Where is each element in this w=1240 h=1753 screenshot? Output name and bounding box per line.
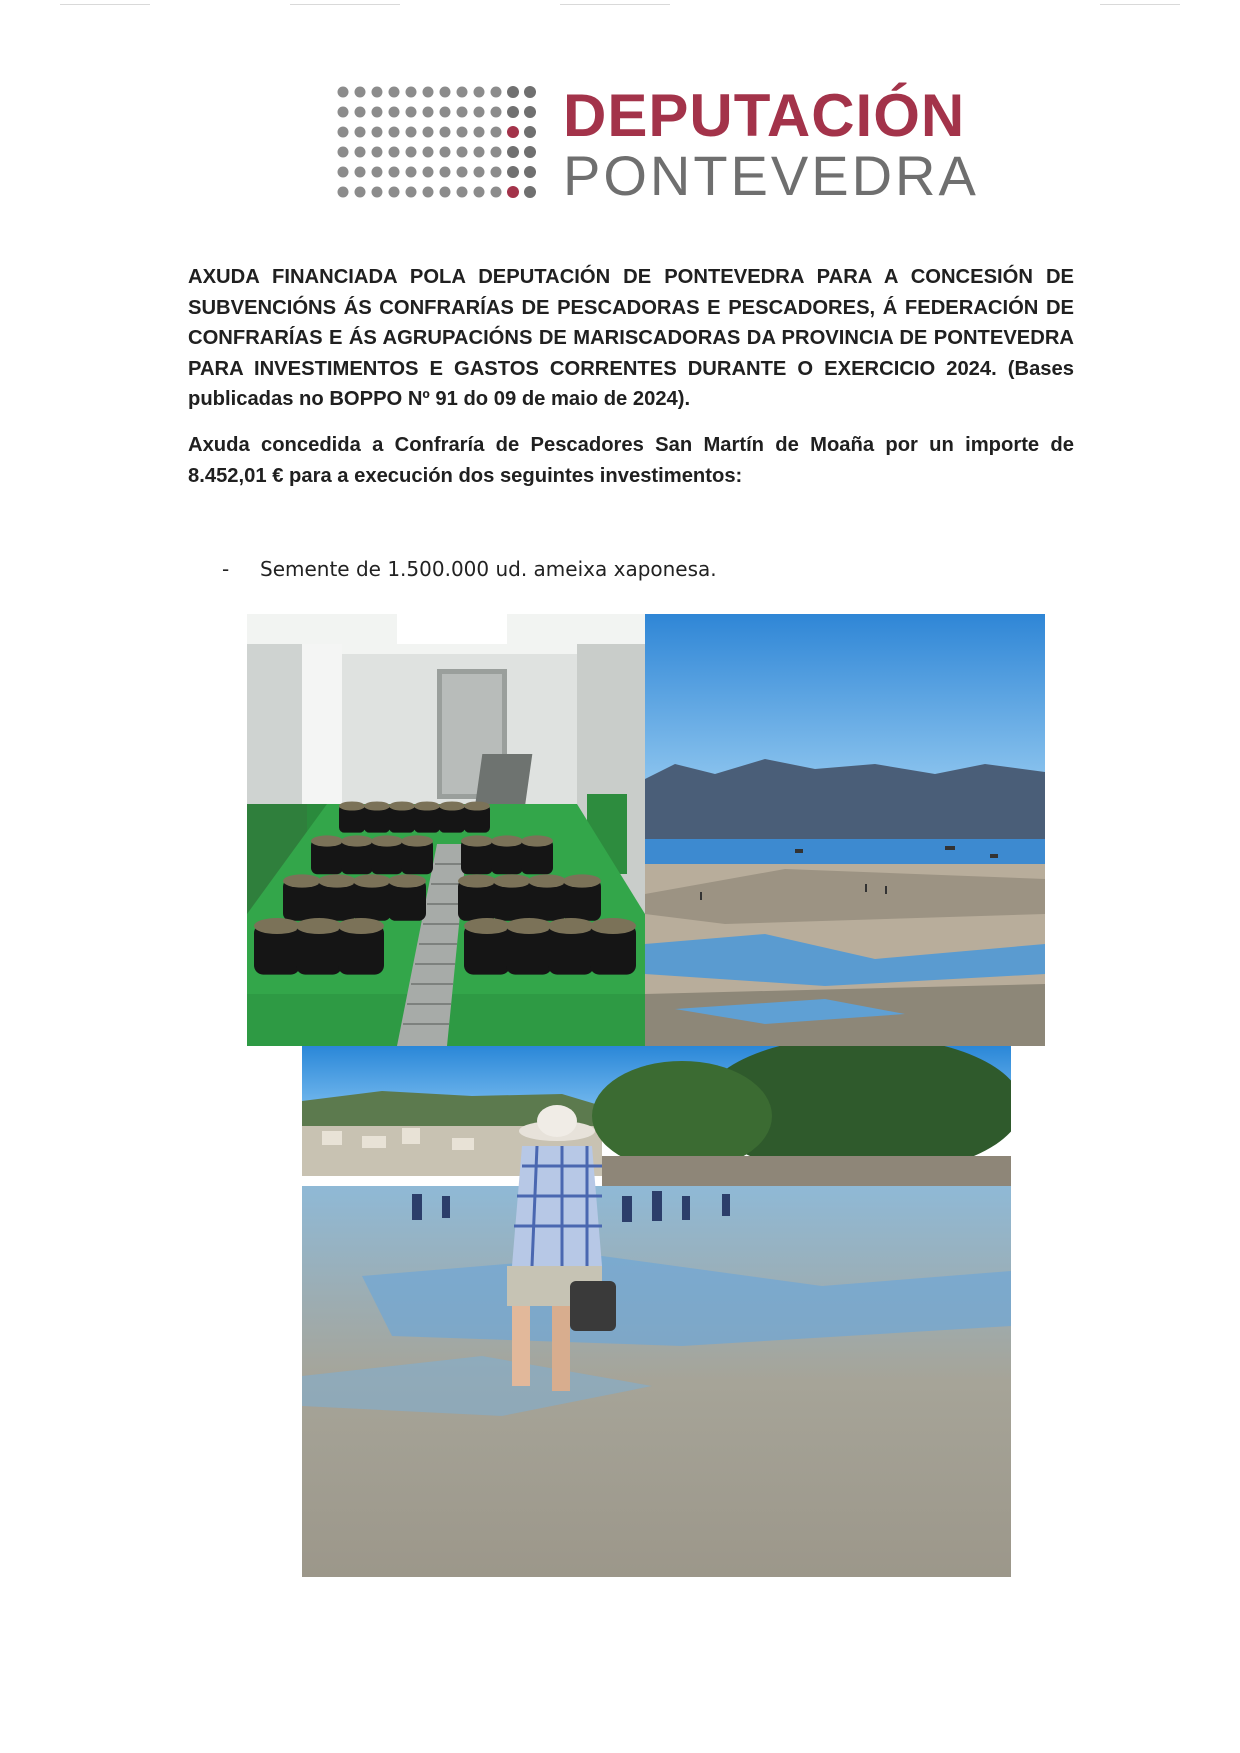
scan-mark bbox=[1100, 4, 1180, 5]
award-statement: Axuda concedida a Confraría de Pescadores San Martín de Moaña por un importe de 8.452,01 € para a execución dos seguintes investimentos: bbox=[188, 434, 1074, 487]
deputacion-logo bbox=[335, 82, 979, 207]
photo-shellfish-gatherers bbox=[302, 1046, 1011, 1577]
logo-line-2: PONTEVEDRA bbox=[563, 144, 979, 207]
photo-estuary-low-tide bbox=[645, 614, 1045, 1046]
scan-mark bbox=[290, 4, 400, 5]
logo-dot-grid-icon bbox=[335, 82, 545, 202]
document-heading: AXUDA FINANCIADA POLA DEPUTACIÓN DE PONTEVEDRA PARA A CONCESIÓN DE SUBVENCIÓNS ÁS CONFRARÍAS DE PESCADORAS E PESCADORES, Á FEDERACIÓN DE CONFRARÍAS E ÁS AGRUPACIÓNS DE MARISCADORAS DA PROVINCIA DE PONTEVEDRA PARA INVESTIMENTOS E GASTOS CORRENTES DURANTE O EXERCICIO 2024. (Bases publicadas no BOPPO Nº 91 do 09 de maio de 2024). bbox=[188, 266, 1074, 410]
photo-storage-room bbox=[247, 614, 645, 1046]
scan-mark bbox=[560, 4, 670, 5]
list-bullet: - bbox=[222, 557, 230, 581]
list-item bbox=[222, 554, 1022, 584]
investment-text: Semente de 1.500.000 ud. ameixa xaponesa. bbox=[260, 557, 717, 581]
investments-list bbox=[222, 554, 1022, 584]
scan-mark bbox=[60, 4, 150, 5]
logo-line-1: DEPUTACIÓN bbox=[563, 82, 966, 149]
